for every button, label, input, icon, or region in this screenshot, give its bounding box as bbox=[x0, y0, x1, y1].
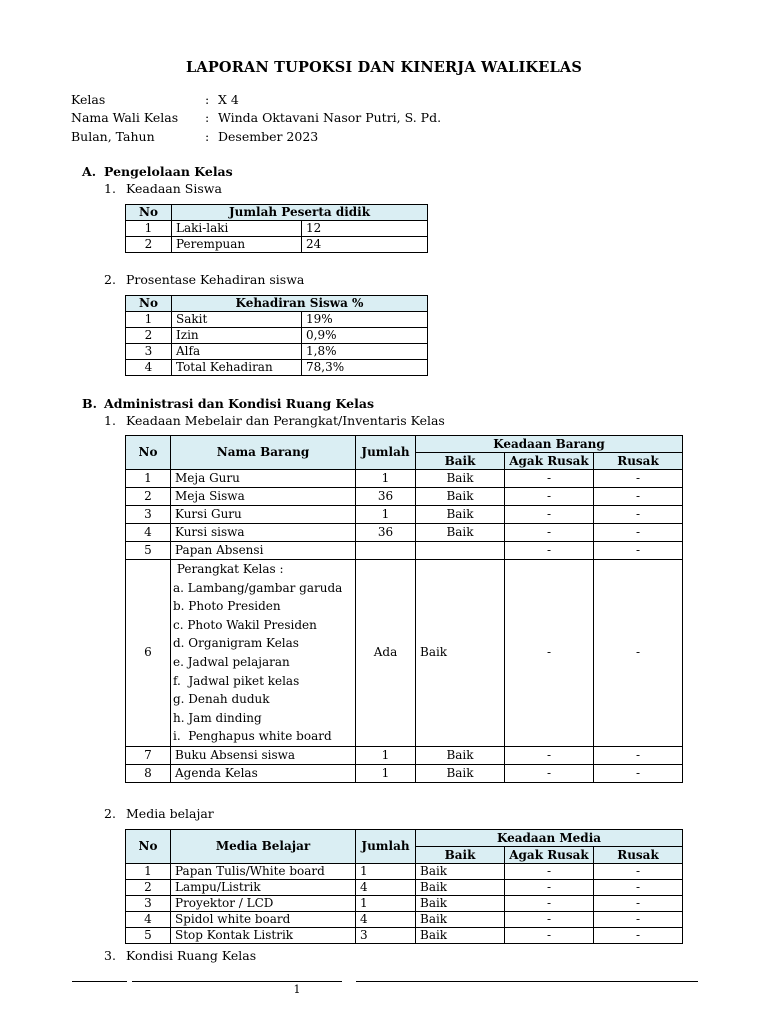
page-number: 1 bbox=[293, 983, 301, 996]
cell-nama: Buku Absensi siswa bbox=[171, 746, 356, 764]
media-belajar-table bbox=[125, 829, 683, 944]
header-agak-rusak: Agak Rusak bbox=[505, 847, 594, 864]
list-item: h. Jam dinding bbox=[173, 710, 262, 725]
cell-category: Total Kehadiran bbox=[172, 360, 302, 376]
cell-jumlah: 4 bbox=[356, 912, 416, 928]
cell-baik: Baik bbox=[416, 470, 505, 488]
cell-agak-rusak: - bbox=[505, 488, 594, 506]
cell-baik: Baik bbox=[416, 880, 505, 896]
table-row bbox=[126, 470, 683, 488]
cell-gender: Perempuan bbox=[172, 237, 302, 253]
cell-baik: Baik bbox=[416, 560, 505, 747]
table-row bbox=[126, 896, 683, 912]
info-label-bulan: Bulan, Tahun bbox=[71, 129, 155, 144]
table-row bbox=[126, 880, 683, 896]
cell-media: Stop Kontak Listrik bbox=[171, 928, 356, 944]
list-item: i. Penghapus white board bbox=[173, 729, 332, 744]
document-title: LAPORAN TUPOKSI DAN KINERJA WALIKELAS bbox=[185, 59, 583, 76]
cell-jumlah: 36 bbox=[356, 524, 416, 542]
header-keadaan-barang: Keadaan Barang bbox=[416, 436, 683, 453]
cell-agak-rusak: - bbox=[505, 524, 594, 542]
cell-agak-rusak: - bbox=[505, 896, 594, 912]
cell-rusak: - bbox=[594, 896, 683, 912]
cell-category: Alfa bbox=[172, 344, 302, 360]
cell-agak-rusak: - bbox=[505, 864, 594, 880]
footer-divider bbox=[72, 981, 127, 982]
cell-no: 1 bbox=[126, 470, 171, 488]
cell-rusak: - bbox=[594, 560, 683, 747]
header-rusak: Rusak bbox=[594, 453, 683, 470]
table-row bbox=[126, 764, 683, 782]
sub-b3-number: 3. bbox=[104, 948, 116, 963]
cell-baik: Baik bbox=[416, 912, 505, 928]
table-row bbox=[126, 506, 683, 524]
table-row-perangkat-kelas bbox=[126, 560, 683, 747]
cell-no: 3 bbox=[126, 506, 171, 524]
header-no: No bbox=[126, 296, 172, 312]
header-no: No bbox=[126, 205, 172, 221]
cell-no: 2 bbox=[126, 328, 172, 344]
cell-baik: Baik bbox=[416, 864, 505, 880]
list-item: Perangkat Kelas : bbox=[173, 562, 284, 576]
header-jumlah-peserta: Jumlah Peserta didik bbox=[172, 205, 428, 221]
cell-no: 4 bbox=[126, 912, 171, 928]
header-keadaan-media: Keadaan Media bbox=[416, 830, 683, 847]
cell-count: 12 bbox=[302, 221, 428, 237]
kehadiran-table bbox=[125, 295, 428, 376]
cell-no: 8 bbox=[126, 764, 171, 782]
cell-no: 3 bbox=[126, 896, 171, 912]
cell-no: 2 bbox=[126, 237, 172, 253]
cell-jumlah: 1 bbox=[356, 896, 416, 912]
cell-baik: Baik bbox=[416, 488, 505, 506]
cell-jumlah: 3 bbox=[356, 928, 416, 944]
header-nama-barang: Nama Barang bbox=[171, 436, 356, 470]
info-value-wali: Winda Oktavani Nasor Putri, S. Pd. bbox=[218, 110, 442, 125]
header-agak-rusak: Agak Rusak bbox=[505, 453, 594, 470]
header-baik: Baik bbox=[416, 453, 505, 470]
table-row bbox=[126, 221, 428, 237]
header-kehadiran: Kehadiran Siswa % bbox=[172, 296, 428, 312]
sub-a2-title: Prosentase Kehadiran siswa bbox=[126, 272, 305, 287]
cell-rusak: - bbox=[594, 880, 683, 896]
cell-no: 3 bbox=[126, 344, 172, 360]
cell-rusak: - bbox=[594, 746, 683, 764]
table-row bbox=[126, 864, 683, 880]
list-item: a. Lambang/gambar garuda bbox=[173, 580, 343, 595]
cell-rusak: - bbox=[594, 542, 683, 560]
table-row bbox=[126, 524, 683, 542]
inventaris-table bbox=[125, 435, 683, 783]
info-label-kelas: Kelas bbox=[71, 92, 106, 107]
cell-no: 4 bbox=[126, 360, 172, 376]
cell-agak-rusak: - bbox=[505, 880, 594, 896]
section-a-letter: A. bbox=[82, 164, 97, 179]
cell-rusak: - bbox=[594, 912, 683, 928]
cell-baik: Baik bbox=[416, 764, 505, 782]
cell-gender: Laki-laki bbox=[172, 221, 302, 237]
cell-no: 2 bbox=[126, 488, 171, 506]
cell-rusak: - bbox=[594, 506, 683, 524]
table-row bbox=[126, 746, 683, 764]
sub-b1-number: 1. bbox=[104, 413, 116, 428]
sub-a1-title: Keadaan Siswa bbox=[126, 181, 222, 196]
header-rusak: Rusak bbox=[594, 847, 683, 864]
info-value-kelas: X 4 bbox=[218, 92, 239, 107]
header-jumlah: Jumlah bbox=[356, 436, 416, 470]
cell-baik: Baik bbox=[416, 506, 505, 524]
cell-media: Papan Tulis/White board bbox=[171, 864, 356, 880]
cell-jumlah: 4 bbox=[356, 880, 416, 896]
cell-percent: 0,9% bbox=[302, 328, 428, 344]
info-separator: : bbox=[205, 129, 210, 144]
cell-percent: 19% bbox=[302, 312, 428, 328]
sub-b2-title: Media belajar bbox=[126, 806, 214, 821]
cell-nama: Kursi siswa bbox=[171, 524, 356, 542]
cell-category: Izin bbox=[172, 328, 302, 344]
cell-nama: Papan Absensi bbox=[171, 542, 356, 560]
table-row bbox=[126, 360, 428, 376]
cell-count: 24 bbox=[302, 237, 428, 253]
list-item: f. Jadwal piket kelas bbox=[173, 673, 300, 688]
header-jumlah: Jumlah bbox=[356, 830, 416, 864]
cell-jumlah bbox=[356, 542, 416, 560]
table-row bbox=[126, 237, 428, 253]
cell-no: 1 bbox=[126, 221, 172, 237]
cell-no: 7 bbox=[126, 746, 171, 764]
cell-rusak: - bbox=[594, 764, 683, 782]
cell-no: 4 bbox=[126, 524, 171, 542]
cell-jumlah: 1 bbox=[356, 470, 416, 488]
header-no: No bbox=[126, 830, 171, 864]
cell-media: Lampu/Listrik bbox=[171, 880, 356, 896]
cell-baik: Baik bbox=[416, 746, 505, 764]
footer-divider bbox=[132, 981, 342, 982]
list-item: c. Photo Wakil Presiden bbox=[173, 617, 317, 632]
table-row bbox=[126, 912, 683, 928]
cell-no: 1 bbox=[126, 312, 172, 328]
cell-jumlah: 1 bbox=[356, 764, 416, 782]
sub-b1-title: Keadaan Mebelair dan Perangkat/Inventaris Kelas bbox=[126, 413, 445, 428]
cell-agak-rusak: - bbox=[505, 928, 594, 944]
cell-no: 5 bbox=[126, 928, 171, 944]
cell-agak-rusak: - bbox=[505, 912, 594, 928]
section-a-title: Pengelolaan Kelas bbox=[104, 164, 233, 179]
cell-jumlah: 36 bbox=[356, 488, 416, 506]
cell-agak-rusak: - bbox=[505, 560, 594, 747]
cell-nama: Kursi Guru bbox=[171, 506, 356, 524]
table-row bbox=[126, 328, 428, 344]
cell-percent: 78,3% bbox=[302, 360, 428, 376]
section-b-letter: B. bbox=[82, 396, 97, 411]
section-b-title: Administrasi dan Kondisi Ruang Kelas bbox=[104, 396, 374, 411]
sub-a1-number: 1. bbox=[104, 181, 116, 196]
header-no: No bbox=[126, 436, 171, 470]
info-separator: : bbox=[205, 110, 210, 125]
cell-media: Spidol white board bbox=[171, 912, 356, 928]
cell-agak-rusak: - bbox=[505, 764, 594, 782]
list-item: e. Jadwal pelajaran bbox=[173, 654, 290, 669]
cell-agak-rusak: - bbox=[505, 746, 594, 764]
info-value-bulan: Desember 2023 bbox=[218, 129, 319, 144]
cell-agak-rusak: - bbox=[505, 470, 594, 488]
cell-perangkat-list bbox=[171, 560, 356, 747]
cell-agak-rusak: - bbox=[505, 506, 594, 524]
sub-b3-title: Kondisi Ruang Kelas bbox=[126, 948, 257, 963]
cell-media: Proyektor / LCD bbox=[171, 896, 356, 912]
table-row bbox=[126, 928, 683, 944]
table-row bbox=[126, 344, 428, 360]
header-media-belajar: Media Belajar bbox=[171, 830, 356, 864]
cell-nama: Meja Siswa bbox=[171, 488, 356, 506]
cell-jumlah: 1 bbox=[356, 506, 416, 524]
cell-baik bbox=[416, 542, 505, 560]
cell-no: 1 bbox=[126, 864, 171, 880]
footer-divider bbox=[356, 981, 698, 982]
cell-agak-rusak: - bbox=[505, 542, 594, 560]
cell-baik: Baik bbox=[416, 896, 505, 912]
cell-percent: 1,8% bbox=[302, 344, 428, 360]
cell-nama: Agenda Kelas bbox=[171, 764, 356, 782]
table-row bbox=[126, 488, 683, 506]
cell-category: Sakit bbox=[172, 312, 302, 328]
list-item: d. Organigram Kelas bbox=[173, 636, 299, 651]
sub-b2-number: 2. bbox=[104, 806, 116, 821]
keadaan-siswa-table bbox=[125, 204, 428, 253]
header-baik: Baik bbox=[416, 847, 505, 864]
list-item: b. Photo Presiden bbox=[173, 599, 281, 614]
cell-rusak: - bbox=[594, 928, 683, 944]
cell-no: 5 bbox=[126, 542, 171, 560]
table-row bbox=[126, 312, 428, 328]
cell-no: 2 bbox=[126, 880, 171, 896]
cell-rusak: - bbox=[594, 864, 683, 880]
cell-rusak: - bbox=[594, 470, 683, 488]
cell-no: 6 bbox=[126, 560, 171, 747]
sub-a2-number: 2. bbox=[104, 272, 116, 287]
cell-rusak: - bbox=[594, 524, 683, 542]
table-row bbox=[126, 542, 683, 560]
cell-jumlah: 1 bbox=[356, 864, 416, 880]
cell-jumlah: 1 bbox=[356, 746, 416, 764]
cell-rusak: - bbox=[594, 488, 683, 506]
list-item: g. Denah duduk bbox=[173, 692, 270, 707]
cell-nama: Meja Guru bbox=[171, 470, 356, 488]
info-separator: : bbox=[205, 92, 210, 107]
cell-baik: Baik bbox=[416, 928, 505, 944]
cell-baik: Baik bbox=[416, 524, 505, 542]
info-label-wali: Nama Wali Kelas bbox=[71, 110, 179, 125]
cell-jumlah: Ada bbox=[356, 560, 416, 747]
